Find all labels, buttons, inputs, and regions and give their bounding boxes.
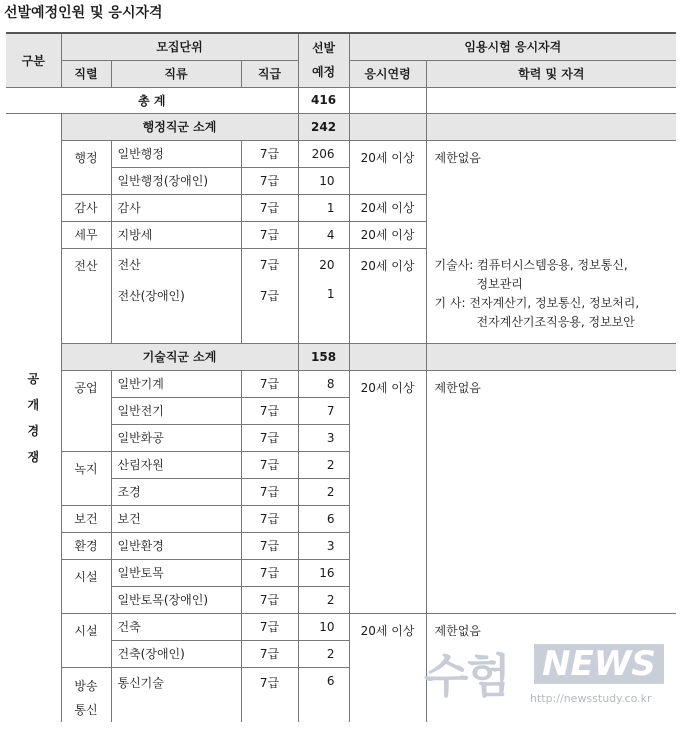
qual-cell: 기술사: 컴퓨터시스템응용, 정보통신, 정보관리 기 사: 전자계산기, 정보통신, 정보처리, 전자계산기조직응용, 정보보안 (426, 248, 676, 343)
count-cell: 7 (298, 397, 349, 424)
header-edu: 학력 및 자격 (426, 60, 676, 87)
table-row (6, 370, 676, 397)
table-row (6, 613, 676, 640)
kind-cell: 산림자원 (111, 451, 241, 478)
grade-cell: 7급 (241, 397, 298, 424)
recruitment-table (6, 32, 676, 722)
count-cell: 3 (298, 532, 349, 559)
kind-cell: 보건 (111, 505, 241, 532)
total-row (6, 87, 676, 113)
age-cell: 20세 이상 (349, 370, 426, 613)
age-cell: 20세 이상 (349, 613, 426, 722)
admin-subtotal-row (6, 113, 676, 140)
kind-cell: 감사 (111, 194, 241, 221)
grade-cell: 7급 (241, 478, 298, 505)
grade-cell: 7급 (241, 248, 298, 281)
series-cell: 전산 (61, 248, 111, 343)
count-cell: 1 (298, 281, 349, 343)
kind-cell: 건축(장애인) (111, 640, 241, 667)
grade-cell: 7급 (241, 281, 298, 343)
count-cell: 2 (298, 640, 349, 667)
qual-cell: 제한없음 (434, 623, 481, 638)
count-cell: 2 (298, 478, 349, 505)
table-row (6, 140, 676, 167)
grade-cell: 7급 (241, 221, 298, 248)
series-cell: 행정 (61, 140, 111, 194)
kind-cell: 전산 (111, 248, 241, 281)
age-cell: 20세 이상 (349, 194, 426, 221)
tech-subtotal-row (6, 343, 676, 370)
tech-subtotal-count: 158 (298, 343, 349, 370)
kind-cell: 전산(장애인) (111, 281, 241, 343)
qual-cell: 제한없음 (434, 150, 481, 165)
grade-cell: 7급 (241, 559, 298, 586)
kind-cell: 일반행정(장애인) (111, 167, 241, 194)
kind-cell: 조경 (111, 478, 241, 505)
table-row (6, 248, 676, 281)
kind-cell: 건축 (111, 613, 241, 640)
admin-subtotal-label: 행정직군 소계 (61, 113, 298, 140)
kind-cell: 일반환경 (111, 532, 241, 559)
page-title: 선발예정인원 및 응시자격 (4, 5, 163, 21)
series-cell: 시설 (61, 613, 111, 667)
grade-cell: 7급 (241, 194, 298, 221)
watermark-news-badge: NEWS (534, 644, 664, 684)
count-cell: 10 (298, 613, 349, 640)
count-cell: 206 (298, 140, 349, 167)
kind-cell: 일반토목(장애인) (111, 586, 241, 613)
watermark-logo-text: 수험 (424, 649, 509, 703)
count-cell: 1 (298, 194, 349, 221)
header-gubun: 구분 (6, 33, 61, 87)
header-imyong: 임용시험 응시자격 (349, 33, 676, 60)
series-cell: 감사 (61, 194, 111, 221)
age-cell: 20세 이상 (349, 140, 426, 194)
kind-cell: 일반기계 (111, 370, 241, 397)
kind-cell: 일반토목 (111, 559, 241, 586)
grade-cell: 7급 (241, 667, 298, 722)
kind-cell: 지방세 (111, 221, 241, 248)
count-cell: 2 (298, 451, 349, 478)
series-cell: 보건 (61, 505, 111, 532)
series-cell: 시설 (61, 559, 111, 613)
grade-cell: 7급 (241, 505, 298, 532)
total-count: 416 (298, 87, 349, 113)
grade-cell: 7급 (241, 532, 298, 559)
category-open-competition: 공 개 경 쟁 (6, 113, 61, 722)
watermark-url: http://newsstudy.co.kr (530, 692, 652, 705)
count-cell: 3 (298, 424, 349, 451)
kind-cell: 일반전기 (111, 397, 241, 424)
series-cell: 환경 (61, 532, 111, 559)
age-cell: 20세 이상 (349, 248, 426, 343)
count-cell: 6 (298, 667, 349, 722)
count-cell: 6 (298, 505, 349, 532)
grade-cell: 7급 (241, 424, 298, 451)
kind-cell: 일반행정 (111, 140, 241, 167)
count-cell: 10 (298, 167, 349, 194)
header-age: 응시연령 (349, 60, 426, 87)
admin-subtotal-count: 242 (298, 113, 349, 140)
count-cell: 16 (298, 559, 349, 586)
header-jikryeol: 직렬 (61, 60, 111, 87)
series-cell: 방송통신 (61, 667, 111, 722)
series-cell: 녹지 (61, 451, 111, 505)
count-cell: 20 (298, 248, 349, 281)
grade-cell: 7급 (241, 167, 298, 194)
total-label: 총 계 (6, 87, 298, 113)
header-jikgeup: 직급 (241, 60, 298, 87)
grade-cell: 7급 (241, 613, 298, 640)
grade-cell: 7급 (241, 370, 298, 397)
series-cell: 세무 (61, 221, 111, 248)
grade-cell: 7급 (241, 586, 298, 613)
grade-cell: 7급 (241, 451, 298, 478)
grade-cell: 7급 (241, 640, 298, 667)
grade-cell: 7급 (241, 140, 298, 167)
age-cell: 20세 이상 (349, 221, 426, 248)
header-jikryu: 직류 (111, 60, 241, 87)
header-mojip: 모집단위 (61, 33, 298, 60)
tech-subtotal-label: 기술직군 소계 (61, 343, 298, 370)
kind-cell: 통신기술 (111, 667, 241, 722)
kind-cell: 일반화공 (111, 424, 241, 451)
qual-cell: 제한없음 (426, 370, 676, 613)
header-seonbal: 선발 예정 (298, 33, 349, 87)
count-cell: 8 (298, 370, 349, 397)
count-cell: 2 (298, 586, 349, 613)
count-cell: 4 (298, 221, 349, 248)
series-cell: 공업 (61, 370, 111, 451)
